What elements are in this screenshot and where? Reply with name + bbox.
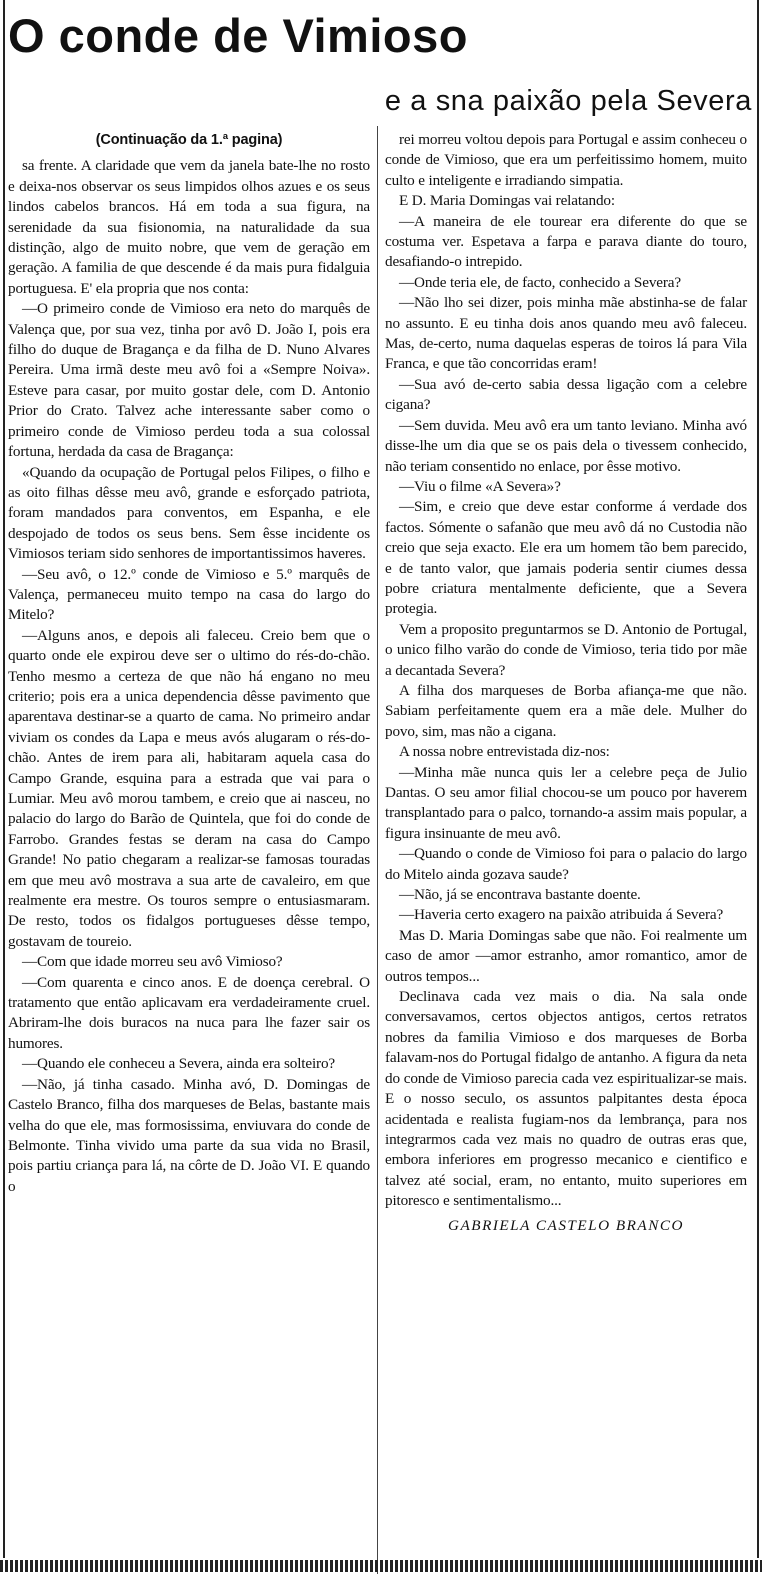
right-column bbox=[385, 130, 747, 1236]
left-border-rule bbox=[3, 0, 5, 1558]
paragraph: —Seu avô, o 12.º conde de Vimioso e 5.º marquês de Valença, permaneceu muito tempo na casa do largo do Mitelo? bbox=[8, 565, 370, 624]
paragraph: —Não, já se encontrava bastante doente. bbox=[399, 886, 641, 904]
paragraph: —Sem duvida. Meu avô era um tanto leviano. Minha avó disse-lhe um dia que se os pais dela o tivessem conhecido, não teriam consentido no enlace, por êsse motivo. bbox=[385, 416, 747, 475]
paragraph: sa frente. A claridade que vem da janela bate-lhe no rosto e deixa-nos observar os seus limpidos olhos azues e os seus lindos cabelos brancos. Há em toda a sua figura, na serenidade da sua fisionomia, na naturalidade da sua distinção, algo de muito nobre, que vem de geração em geração. A familia de que descende é da mais pura fidalguia portuguesa. E' ela propria que nos conta: bbox=[8, 157, 370, 297]
paragraph: Mas D. Maria Domingas sabe que não. Foi realmente um caso de amor —amor estranho, amor romantico, amor de outros tempos... bbox=[385, 926, 747, 985]
paragraph: —Haveria certo exagero na paixão atribuida á Severa? bbox=[399, 906, 724, 924]
article-subtitle: e a sna paixão pela Severa bbox=[384, 85, 752, 117]
paragraph: —Quando o conde de Vimioso foi para o palacio do largo do Mitelo ainda gozava saude? bbox=[385, 845, 747, 883]
paragraph: A filha dos marqueses de Borba afiança-me que não. Sabiam perfeitamente quem era a mãe dele. Mulher do povo, sim, mas não a cigana. bbox=[385, 681, 747, 740]
paragraph: —Viu o filme «A Severa»? bbox=[399, 477, 561, 495]
author-signature: GABRIELA CASTELO BRANCO bbox=[448, 1216, 684, 1234]
left-column bbox=[8, 130, 370, 1197]
paragraph: —Onde teria ele, de facto, conhecido a Severa? bbox=[399, 273, 681, 291]
paragraph: E D. Maria Domingas vai relatando: bbox=[399, 192, 615, 210]
paragraph: —Quando ele conheceu a Severa, ainda era solteiro? bbox=[22, 1055, 335, 1073]
paragraph: —O primeiro conde de Vimioso era neto do marquês de Valença que, por sua vez, tinha por avô D. João I, pois era filho do duque de Bragança e da filha de D. Nuno Alvares Pereira. Uma irmã deste meu avô foi a «Sempre Noiva». Esteve para casar, por muito gostar dele, com D. Antonio Prior do Crato. Talvez ache interessante saber como o primeiro conde de Vimioso perdeu toda a sua colossal fortuna, herdada da casa de Bragança: bbox=[8, 300, 370, 461]
right-border-rule bbox=[757, 0, 759, 1558]
paragraph: Vem a proposito preguntarmos se D. Antonio de Portugal, o unico filho varão do conde de Vimioso, teria tido por mãe a decantada Severa? bbox=[385, 620, 747, 679]
paragraph: —Não, já tinha casado. Minha avó, D. Domingas de Castelo Branco, filha dos marqueses de Belas, bastante mais velha do que ele, mas formosissima, enviuvara do conde de Belmonte. Tinha vivido uma parte da sua vida no Brasil, pois partiu criança para lá, na côrte de D. João VI. E quando o bbox=[8, 1075, 370, 1195]
paragraph: A nossa nobre entrevistada diz-nos: bbox=[399, 743, 610, 761]
paragraph: —Sim, e creio que deve estar conforme á verdade dos factos. Sómente o safanão que meu avô dá no Custodia não creio que seja exacto. Ele era um homem tão bem parecido, e de tanto valor, que jamais poderia sentir ciumes dessa pobre criatura mentalmente deficiente, que a Severa protegia. bbox=[385, 498, 747, 618]
paragraph: —Sua avó de-certo sabia dessa ligação com a celebre cigana? bbox=[385, 375, 747, 414]
paragraph: Declinava cada vez mais o dia. Na sala onde conversavamos, certos objectos antigos, certos retratos nobres da familia Vimioso e dos marqueses de Borba falavam-nos do Portugal fidalgo de antanho. A figura da neta do conde de Vimioso parecia cada vez espiritualizar-se mais. E o nosso seculo, os assuntos palpitantes desta época acidentada e realista fugiam-nos da lembrança, para nos integrarmos cada vez mais no quadro de outras eras que, embora inferiores em progresso mecanico e cientifico e talvez até social, eram, no entanto, muito superiores em pitoresco e sentimentalismo... bbox=[385, 988, 747, 1210]
paragraph: «Quando da ocupação de Portugal pelos Filipes, o filho e as oito filhas dêsse meu avô, grande e esforçado patriota, foram mandados para conventos, em Espanha, e ele despojado de todos os seus bens. Sem êsse incidente os Vimiosos teriam sido senhores de importantissimos haveres. bbox=[8, 463, 370, 563]
continuation-note: (Continuação da 1.ª pagina) bbox=[95, 132, 283, 148]
column-divider bbox=[377, 126, 378, 1574]
paragraph: —Alguns anos, e depois ali faleceu. Creio bem que o quarto onde ele expirou deve ser o ultimo do rés-do-chão. Tenho mesmo a certeza de que não há engano no meu criterio; pois era a unica dependencia dêsse pavimento que aparentava destinar-se a quarto de cama. No primeiro andar viviam os condes da Lapa e meus avós alugaram o rés-do-chão. Antes de irem para ali, habitaram aquela casa do Campo Grande, esquina para a estrada que vai para o Lumiar. Meu avô morou tambem, e creio que ai nasceu, no palacio do largo do Barão de Quintela, que foi do conde de Farrobo. Grandes festas se deram na casa do Campo Grande! No patio chegaram a realizar-se famosas touradas em que meu avô mostrava a sua arte de cavaleiro, em que realmente era mestre. Os touros sempre o entusiasmaram. De resto, todos os fidalgos portugueses dêsse tempo, gostavam de toureio. bbox=[8, 626, 370, 950]
paragraph: —Com quarenta e cinco anos. E de doença cerebral. O tratamento que então aplicavam era verdadeiramente cruel. Abriram-lhe dois buracos na nuca para lhe fazer sair os humores. bbox=[8, 973, 370, 1052]
paragraph: —Minha mãe nunca quis ler a celebre peça de Julio Dantas. O seu amor filial chocou-se um pouco por haverem transplantado para o palco, tornando-a assim mais popular, a figura insinuante de meu avô. bbox=[385, 763, 747, 842]
article-title: O conde de Vimioso bbox=[8, 9, 468, 62]
paragraph: —Não lho sei dizer, pois minha mãe abstinha-se de falar no assunto. E eu tinha dois anos quando meu avô faleceu. Mas, de-certo, numa daquelas esperas de toiros lá para Vila Franca, e que tão concorridas eram! bbox=[385, 294, 747, 373]
bottom-border-rule bbox=[0, 1560, 762, 1572]
paragraph: —A maneira de ele tourear era diferente do que se costuma ver. Espetava a farpa e parava diante do touro, desafiando-o intrepido. bbox=[385, 212, 747, 271]
paragraph: —Com que idade morreu seu avô Vimioso? bbox=[22, 953, 283, 971]
paragraph: rei morreu voltou depois para Portugal e assim conheceu o conde de Vimioso, que era um perfeitissimo homem, muito culto e inteligente e irradiando simpatia. bbox=[385, 131, 747, 189]
